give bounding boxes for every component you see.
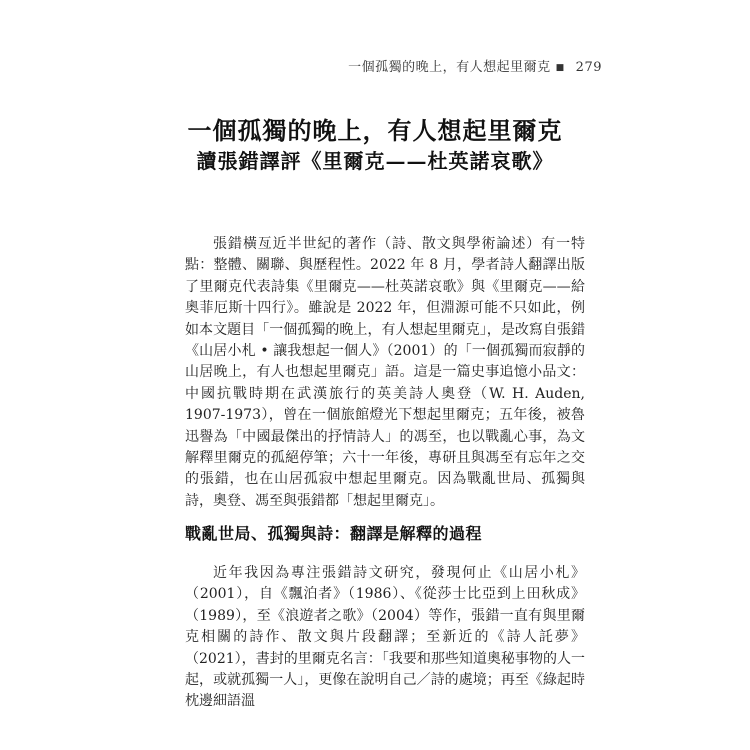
running-header-title: 一個孤獨的晚上，有人想起里爾克 bbox=[348, 60, 551, 75]
article-subtitle: 讀張錯譯評《里爾克——杜英諾哀歌》 bbox=[196, 149, 554, 173]
section-heading: 戰亂世局、孤獨與詩：翻譯是解釋的過程 bbox=[185, 524, 483, 543]
page-number: 279 bbox=[575, 60, 602, 75]
paragraph-text: 張錯橫亙近半世紀的著作（詩、散文與學術論述）有一特點：整體、關聯、與歷程性。2022 年 8 月，學者詩人翻譯出版了里爾克代表詩集《里爾克——杜英諾哀歌》與《里爾克——給奧菲厄斯十四行》。雖說是 2022 年，但淵源可能不只如此，例如本文題目「一個孤獨的晚上，有人想起里爾克」，是改寫自張錯《山居小札 • 讓我想起一個人》（2001）的「一個孤獨而寂靜的山居晚上，有人也想起里爾克」語。這是一篇史事追憶小品文：中國抗戰時期在武漢旅行的英美詩人奧登（W. H. Auden, 1907-1973），曾在一個旅館燈光下想起里爾克；五年後，被魯迅譽為「中國最傑出的抒情詩人」的馮至，也以戰亂心事，為文解釋里爾克的孤絕停筆；六十一年後，專研且與馮至有忘年之交的張錯，也在山居孤寂中想起里爾克。因為戰亂世局、孤獨與詩，奧登、馮至與張錯都「想起里爾克」。 bbox=[185, 236, 585, 509]
body-paragraph-2 bbox=[185, 563, 585, 713]
running-header bbox=[348, 56, 602, 75]
square-bullet-icon: ■ bbox=[555, 62, 565, 73]
article-title-block bbox=[0, 116, 750, 176]
paragraph-text: 近年我因為專注張錯詩文研究，發現何止《山居小札》（2001），自《飄泊者》（1986）、《從莎士比亞到上田秋成》（1989），至《浪遊者之歌》（2004）等作，張錯一直有與里爾克相關的詩作、散文與片段翻譯；至新近的《詩人託夢》（2021），書封的里爾克名言：「我要和那些知道奧秘事物的人一起，或就孤獨一人」，更像在說明自己／詩的處境；再至《綠起時枕邊細語溫 bbox=[185, 565, 585, 710]
article-title: 一個孤獨的晚上，有人想起里爾克 bbox=[187, 116, 563, 145]
body-paragraph-1 bbox=[185, 234, 585, 512]
